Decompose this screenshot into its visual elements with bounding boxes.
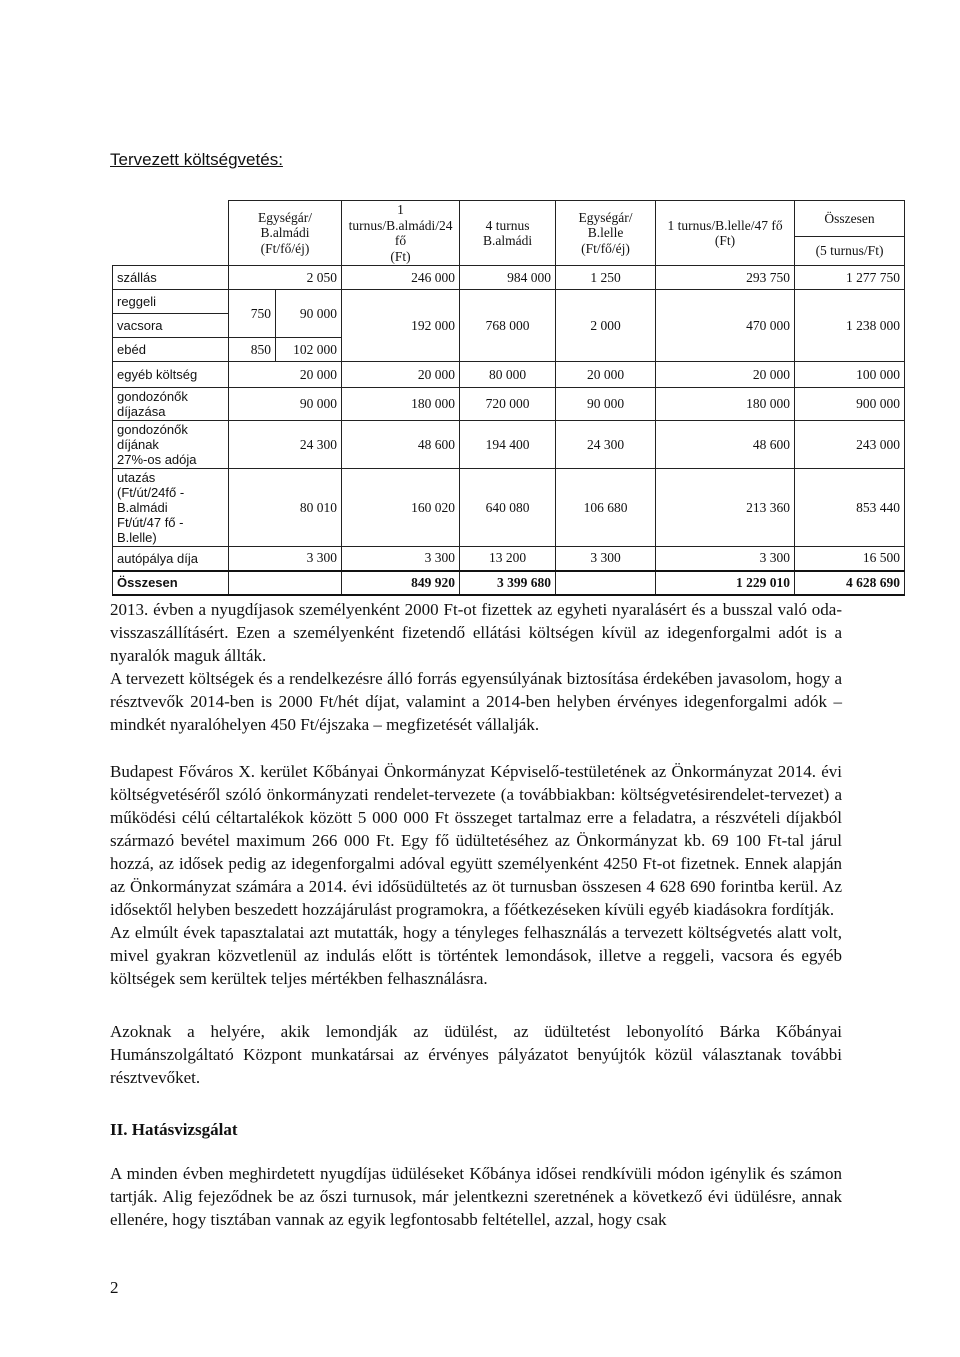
cell-turn-almadi: 192 000 xyxy=(342,290,460,362)
section-paragraphs-4 xyxy=(110,1162,842,1231)
header-col3-line1: 4 turnus xyxy=(485,217,530,233)
header-col5-line2: (Ft) xyxy=(714,233,736,249)
row-label-line2: (Ft/út/24fő - B.almádi xyxy=(117,485,185,516)
cell-total: 4 628 690 xyxy=(795,571,905,595)
cell-unit-lelle: 106 680 xyxy=(556,469,656,547)
cell-turn-almadi: 849 920 xyxy=(342,571,460,595)
section-paragraphs-3 xyxy=(110,1020,842,1089)
cell-unit-lelle: 1 250 xyxy=(556,266,656,290)
header-col4-line1: Egységár/ xyxy=(578,209,633,225)
paragraph: Azoknak a helyére, akik lemondják az üdülést, az üdültetést lebonyolító Bárka Kőbányai Humánszolgáltató Központ munkatársai az érvényes pályázatot benyújtók közül választanak további résztvevőket. xyxy=(110,1022,842,1087)
header-col3-line2: B.almádi xyxy=(482,233,533,249)
row-label: vacsora xyxy=(113,314,229,338)
row-label: ebéd xyxy=(113,338,229,362)
header-col6-line1: Összesen xyxy=(824,210,875,226)
cell-total: 900 000 xyxy=(795,388,905,421)
table-row-gondozo xyxy=(113,388,905,421)
cell-total: 16 500 xyxy=(795,547,905,571)
cell-unit-almadi: 2 050 xyxy=(229,266,342,290)
cell-total: 1 277 750 xyxy=(795,266,905,290)
cell-total: 100 000 xyxy=(795,362,905,388)
cell-turn-lelle: 20 000 xyxy=(656,362,795,388)
row-label-line1: utazás xyxy=(117,470,156,486)
row-label: szállás xyxy=(113,266,229,290)
table-row-szallas xyxy=(113,266,905,290)
page-number: 2 xyxy=(110,1278,119,1297)
cell-empty xyxy=(556,571,656,595)
cell-turn-lelle: 293 750 xyxy=(656,266,795,290)
header-col4 xyxy=(556,201,656,266)
cell-turn-almadi: 180 000 xyxy=(342,388,460,421)
cell-4turn-almadi: 720 000 xyxy=(460,388,556,421)
cell-unit-almadi: 24 300 xyxy=(229,421,342,469)
section-paragraphs-1 xyxy=(110,598,842,736)
table-row-ado xyxy=(113,421,905,469)
paragraph: A tervezett költségek és a rendelkezésre álló forrás egyensúlyának biztosítása érdekében javasolom, hogy a résztvevők 2014-ben is 2000 Ft/hét díjat, valamint a 2014-ben helyben érvényes idegenforgalmi adók – mindkét nyaralóhelyen 450 Ft/éjszaka – megfizetését vállalják. xyxy=(110,669,842,734)
budget-table xyxy=(112,200,905,596)
header-col6-bottom xyxy=(795,237,905,266)
cell-unit-reggeli-vacsora: 750 xyxy=(229,290,276,338)
cell-total: 853 440 xyxy=(795,469,905,547)
cell-turn-lelle: 470 000 xyxy=(656,290,795,362)
cell-unit-lelle: 20 000 xyxy=(556,362,656,388)
cell-sub-reggeli-vacsora: 90 000 xyxy=(276,290,342,338)
paragraph: Az elmúlt évek tapasztalatai azt mutatták, hogy a tényleges felhasználás a tervezett költségvetés alatt volt, mivel gyakran közvetlenül az indulás előtt is történtek lemondások, illetve a reggeli, vacsora és egyéb költségek sem kerültek teljes mértékben felhasználásra. xyxy=(110,923,842,988)
cell-4turn-almadi: 984 000 xyxy=(460,266,556,290)
cell-empty xyxy=(229,571,342,595)
row-label-line2: 27%-os adója xyxy=(117,452,197,468)
header-col2-line1: 1 turnus/B.almádi/24 fő xyxy=(348,202,453,249)
cell-unit-almadi: 90 000 xyxy=(229,388,342,421)
cell-4turn-almadi: 80 000 xyxy=(460,362,556,388)
paragraph: A minden évben meghirdetett nyugdíjas üdüléseket Kőbánya idősei rendkívüli módon igénylik és számon tartják. Alig fejeződnek be az őszi turnusok, már jelentkezni szeretnének a következő évi üdülésre, annak ellenére, hogy tisztában vannak az egyik legfontosabb feltétellel, azzal, hogy csak xyxy=(110,1164,842,1229)
cell-unit-lelle: 2 000 xyxy=(556,290,656,362)
paragraph: Budapest Főváros X. kerület Kőbányai Önkormányzat Képviselő-testületének az Önkormányzat 2014. évi költségvetéséről szóló önkormányzati rendelet-tervezete (a továbbiakban: költségvetésirendelet-tervezet) a működési célú céltartalékok között 5 000 000 Ft összeget tartalmaz erre a feladatra, a részvételi díjakból származó bevétel maximum 266 000 Ft. Egy fő üdültetéséhez az Önkormányzat kb. 69 100 Ft-tal járul hozzá, az idősek pedig az idegenforgalmi adóval együtt személyenként 4250 Ft-ot fizetnek. Ennek alapján az Önkormányzat számára a 2014. évi idősüdültetés az öt turnusban összesen 4 628 690 forintba kerül. Az idősektől helyben beszedett hozzájárulást programokra, a főétkezéseken kívüli egyéb kiadásokra fordítják. xyxy=(110,762,842,919)
header-empty xyxy=(113,201,229,266)
page-title: Tervezett költségvetés: xyxy=(110,150,283,169)
cell-unit-lelle: 24 300 xyxy=(556,421,656,469)
cell-turn-lelle: 48 600 xyxy=(656,421,795,469)
header-col1-line1: Egységár/ xyxy=(258,209,312,225)
section-paragraphs-2 xyxy=(110,760,842,990)
cell-sub-ebed: 102 000 xyxy=(276,338,342,362)
cell-unit-almadi: 80 010 xyxy=(229,469,342,547)
cell-turn-almadi: 3 300 xyxy=(342,547,460,571)
row-label xyxy=(113,469,229,547)
header-col4-line3: (Ft/fő/éj) xyxy=(581,240,630,256)
cell-turn-almadi: 160 020 xyxy=(342,469,460,547)
cell-unit-lelle: 3 300 xyxy=(556,547,656,571)
table-header-row xyxy=(113,201,905,237)
header-col5-line1: 1 turnus/B.lelle/47 fő xyxy=(667,217,783,233)
row-label: egyéb költség xyxy=(113,362,229,388)
header-col1-line3: (Ft/fő/éj) xyxy=(260,240,310,256)
paragraph: 2013. évben a nyugdíjasok személyenként 2000 Ft-ot fizettek az egyheti nyaralásért és a busszal való oda-visszaszállításért. Ezen a személyenként fizetendő ellátási költségen kívül az idegenforgalmi adót is a nyaralók maguk állták. xyxy=(110,600,842,665)
cell-turn-almadi: 48 600 xyxy=(342,421,460,469)
row-label xyxy=(113,421,229,469)
header-col2-line2: (Ft) xyxy=(390,248,411,264)
header-col6-top xyxy=(795,201,905,237)
cell-4turn-almadi: 3 399 680 xyxy=(460,571,556,595)
header-col3 xyxy=(460,201,556,266)
cell-unit-almadi: 20 000 xyxy=(229,362,342,388)
cell-turn-almadi: 20 000 xyxy=(342,362,460,388)
header-col2 xyxy=(342,201,460,266)
table-row-autopalya xyxy=(113,547,905,571)
table-row-osszesen xyxy=(113,571,905,595)
table-row-reggeli xyxy=(113,290,905,314)
header-col6-line2: (5 turnus/Ft) xyxy=(815,243,884,259)
cell-turn-almadi: 246 000 xyxy=(342,266,460,290)
cell-turn-lelle: 180 000 xyxy=(656,388,795,421)
cell-turn-lelle: 1 229 010 xyxy=(656,571,795,595)
cell-4turn-almadi: 13 200 xyxy=(460,547,556,571)
cell-total: 243 000 xyxy=(795,421,905,469)
header-col1-line2: B.almádi xyxy=(260,225,310,241)
cell-4turn-almadi: 768 000 xyxy=(460,290,556,362)
cell-unit-ebed: 850 xyxy=(229,338,276,362)
row-label-line3: Ft/út/47 fő - B.lelle) xyxy=(117,515,184,546)
cell-4turn-almadi: 194 400 xyxy=(460,421,556,469)
cell-total: 1 238 000 xyxy=(795,290,905,362)
cell-unit-lelle: 90 000 xyxy=(556,388,656,421)
cell-unit-almadi: 3 300 xyxy=(229,547,342,571)
cell-4turn-almadi: 640 080 xyxy=(460,469,556,547)
row-label: Összesen xyxy=(113,571,229,595)
cell-turn-lelle: 213 360 xyxy=(656,469,795,547)
header-col4-line2: B.lelle xyxy=(587,225,624,241)
row-label: reggeli xyxy=(113,290,229,314)
row-label: autópálya díja xyxy=(113,547,229,571)
header-col5 xyxy=(656,201,795,266)
cell-turn-lelle: 3 300 xyxy=(656,547,795,571)
header-col1 xyxy=(229,201,342,266)
row-label: gondozónők díjazása xyxy=(113,388,229,421)
table-row-egyeb xyxy=(113,362,905,388)
table-row-utazas xyxy=(113,469,905,547)
row-label-line1: gondozónők díjának xyxy=(117,422,188,453)
section-heading: II. Hatásvizsgálat xyxy=(110,1120,238,1139)
